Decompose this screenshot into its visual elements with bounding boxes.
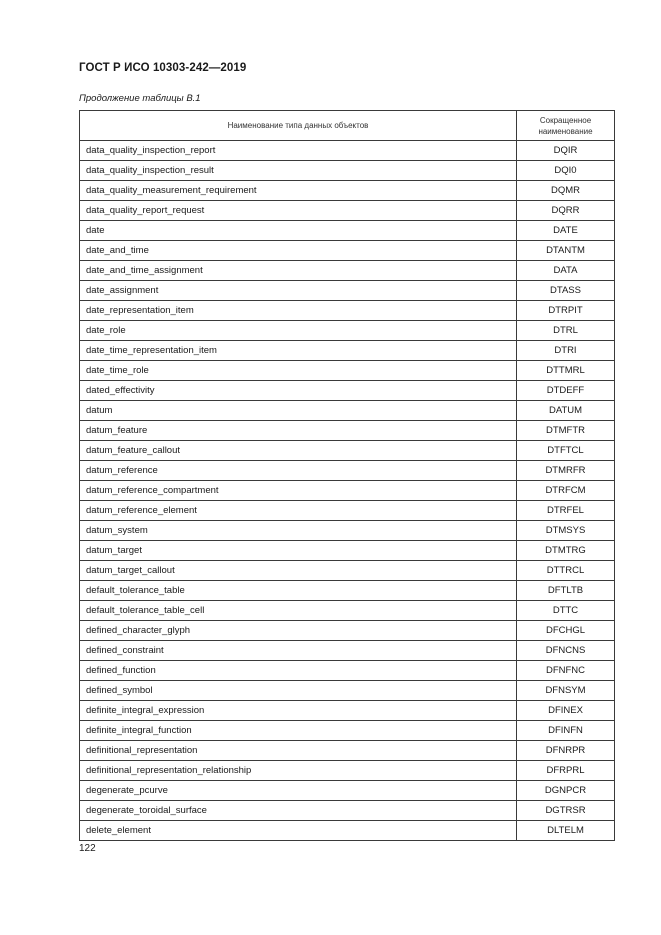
data-type-name-cell: delete_element <box>80 821 517 841</box>
data-type-name-cell: definitional_representation <box>80 741 517 761</box>
table-row <box>80 261 615 281</box>
data-type-name-cell: date_role <box>80 321 517 341</box>
abbreviation-cell: DFNCNS <box>517 641 615 661</box>
table-row <box>80 381 615 401</box>
table-row <box>80 601 615 621</box>
table-row <box>80 701 615 721</box>
table-row <box>80 781 615 801</box>
abbreviation-cell: DFCHGL <box>517 621 615 641</box>
abbreviation-cell: DGNPCR <box>517 781 615 801</box>
table-row <box>80 441 615 461</box>
table-row <box>80 461 615 481</box>
table-row <box>80 481 615 501</box>
data-type-name-cell: definite_integral_expression <box>80 701 517 721</box>
abbreviation-cell: DFINFN <box>517 721 615 741</box>
table-row <box>80 181 615 201</box>
table-row <box>80 641 615 661</box>
table-row <box>80 561 615 581</box>
abbreviation-cell: DFTLTB <box>517 581 615 601</box>
data-type-name-cell: data_quality_report_request <box>80 201 517 221</box>
table-row <box>80 361 615 381</box>
data-type-name-cell: date_and_time <box>80 241 517 261</box>
document-header: ГОСТ Р ИСО 10303-242—2019 <box>79 62 247 74</box>
table-row <box>80 761 615 781</box>
data-type-name-cell: date <box>80 221 517 241</box>
abbreviation-cell: DTRFEL <box>517 501 615 521</box>
abbreviation-cell: DTASS <box>517 281 615 301</box>
data-type-name-cell: degenerate_toroidal_surface <box>80 801 517 821</box>
abbreviation-cell: DGTRSR <box>517 801 615 821</box>
data-type-name-cell: defined_symbol <box>80 681 517 701</box>
table-row <box>80 141 615 161</box>
data-type-name-cell: defined_character_glyph <box>80 621 517 641</box>
table-row <box>80 581 615 601</box>
data-type-name-cell: datum_reference_compartment <box>80 481 517 501</box>
abbreviation-cell: DTFTCL <box>517 441 615 461</box>
abbreviation-cell: DQMR <box>517 181 615 201</box>
data-type-name-cell: default_tolerance_table_cell <box>80 601 517 621</box>
abbreviation-cell: DFNRPR <box>517 741 615 761</box>
abbreviation-cell: DQRR <box>517 201 615 221</box>
abbreviation-cell: DATE <box>517 221 615 241</box>
table-row <box>80 241 615 261</box>
table-row <box>80 321 615 341</box>
abbreviation-cell: DTTRCL <box>517 561 615 581</box>
data-type-name-cell: defined_function <box>80 661 517 681</box>
table-row <box>80 681 615 701</box>
data-type-name-cell: datum_target_callout <box>80 561 517 581</box>
column-header-name: Наименование типа данных объектов <box>80 111 517 141</box>
table-row <box>80 281 615 301</box>
table-row <box>80 301 615 321</box>
column-header-abbr: Сокращенное наименование <box>517 111 615 141</box>
data-type-name-cell: definite_integral_function <box>80 721 517 741</box>
table-row <box>80 721 615 741</box>
data-type-name-cell: data_quality_inspection_result <box>80 161 517 181</box>
table-row <box>80 521 615 541</box>
table-row <box>80 341 615 361</box>
abbreviation-cell: DATUM <box>517 401 615 421</box>
abbreviation-cell: DFNFNC <box>517 661 615 681</box>
page-number: 122 <box>79 843 96 854</box>
table-row <box>80 741 615 761</box>
data-type-name-cell: degenerate_pcurve <box>80 781 517 801</box>
data-types-table <box>79 110 615 841</box>
abbreviation-cell: DTMRFR <box>517 461 615 481</box>
abbreviation-cell: DTRI <box>517 341 615 361</box>
abbreviation-cell: DTRFCM <box>517 481 615 501</box>
table-row <box>80 821 615 841</box>
data-type-name-cell: date_representation_item <box>80 301 517 321</box>
abbreviation-cell: DTRPIT <box>517 301 615 321</box>
abbreviation-cell: DTMTRG <box>517 541 615 561</box>
abbreviation-cell: DTDEFF <box>517 381 615 401</box>
abbreviation-cell: DFNSYM <box>517 681 615 701</box>
data-type-name-cell: datum_feature <box>80 421 517 441</box>
abbreviation-cell: DTMSYS <box>517 521 615 541</box>
abbreviation-cell: DQI0 <box>517 161 615 181</box>
abbreviation-cell: DTRL <box>517 321 615 341</box>
data-type-name-cell: data_quality_measurement_requirement <box>80 181 517 201</box>
abbreviation-cell: DFRPRL <box>517 761 615 781</box>
table-row <box>80 221 615 241</box>
abbreviation-cell: DATA <box>517 261 615 281</box>
table-row <box>80 501 615 521</box>
abbreviation-cell: DTTC <box>517 601 615 621</box>
table-row <box>80 621 615 641</box>
data-type-name-cell: date_and_time_assignment <box>80 261 517 281</box>
abbreviation-cell: DTTMRL <box>517 361 615 381</box>
data-type-name-cell: date_assignment <box>80 281 517 301</box>
data-type-name-cell: datum_target <box>80 541 517 561</box>
table-row <box>80 801 615 821</box>
data-type-name-cell: datum_reference <box>80 461 517 481</box>
data-type-name-cell: default_tolerance_table <box>80 581 517 601</box>
abbreviation-cell: DLTELM <box>517 821 615 841</box>
abbreviation-cell: DFINEX <box>517 701 615 721</box>
table-row <box>80 161 615 181</box>
data-type-name-cell: definitional_representation_relationship <box>80 761 517 781</box>
data-type-name-cell: data_quality_inspection_report <box>80 141 517 161</box>
table-row <box>80 661 615 681</box>
data-type-name-cell: datum_feature_callout <box>80 441 517 461</box>
table-header-row <box>80 111 615 141</box>
table-row <box>80 401 615 421</box>
abbreviation-cell: DQIR <box>517 141 615 161</box>
abbreviation-cell: DTMFTR <box>517 421 615 441</box>
data-type-name-cell: datum_reference_element <box>80 501 517 521</box>
data-type-name-cell: date_time_role <box>80 361 517 381</box>
table-row <box>80 421 615 441</box>
data-type-name-cell: defined_constraint <box>80 641 517 661</box>
data-type-name-cell: date_time_representation_item <box>80 341 517 361</box>
data-type-name-cell: datum <box>80 401 517 421</box>
table-body <box>80 141 615 841</box>
table-row <box>80 201 615 221</box>
table-row <box>80 541 615 561</box>
table-caption: Продолжение таблицы В.1 <box>79 93 201 104</box>
data-type-name-cell: dated_effectivity <box>80 381 517 401</box>
abbreviation-cell: DTANTM <box>517 241 615 261</box>
data-type-name-cell: datum_system <box>80 521 517 541</box>
